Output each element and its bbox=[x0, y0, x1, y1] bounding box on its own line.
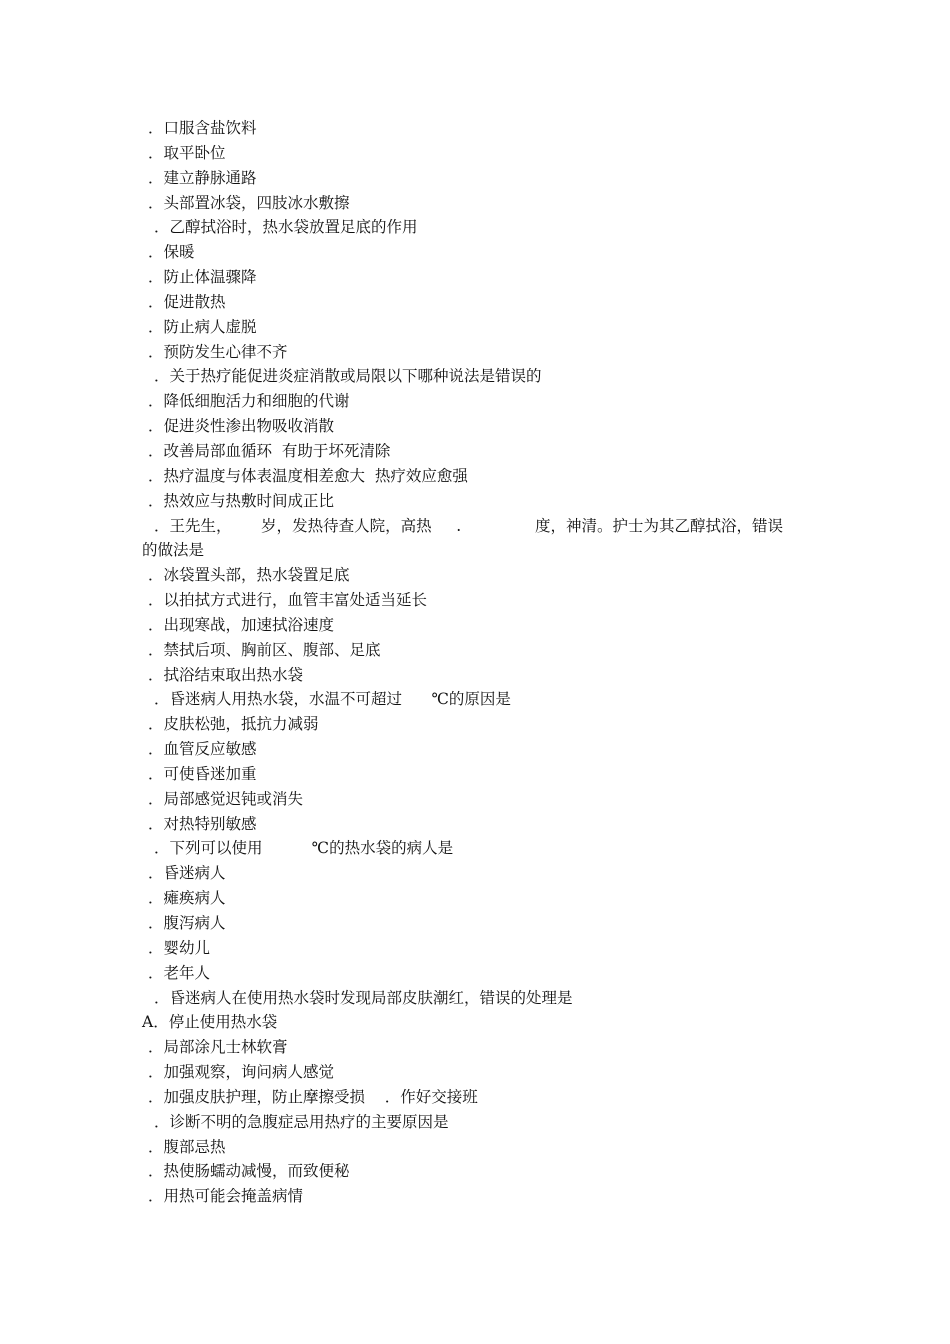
answer-option: ．热使肠蠕动减慢，而致便秘 bbox=[148, 1162, 350, 1181]
answer-option: ．血管反应敏感 bbox=[148, 740, 257, 759]
answer-option: ．腹部忌热 bbox=[148, 1137, 226, 1156]
answer-option: ．皮肤松弛，抵抗力减弱 bbox=[148, 715, 319, 734]
answer-option: ．局部涂凡士林软膏 bbox=[148, 1038, 288, 1057]
text-line: 的做法是 bbox=[142, 541, 205, 560]
question-text: ．下列可以使用 ℃的热水袋的病人是 bbox=[154, 839, 454, 858]
answer-option: ．冰袋置头部，热水袋置足底 bbox=[148, 566, 350, 585]
question-text: ．乙醇拭浴时，热水袋放置足底的作用 bbox=[154, 218, 418, 237]
answer-option: ．拭浴结束取出热水袋 bbox=[148, 665, 304, 684]
answer-option: ．降低细胞活力和细胞的代谢 bbox=[148, 392, 350, 411]
answer-option: ．可使昏迷加重 bbox=[148, 764, 257, 783]
answer-option: ．改善局部血循环 有助于坏死清除 bbox=[148, 441, 391, 460]
answer-option: ．防止病人虚脱 bbox=[148, 317, 257, 336]
question-text: ．昏迷病人在使用热水袋时发现局部皮肤潮红，错误的处理是 bbox=[154, 988, 573, 1007]
question-text: ．关于热疗能促进炎症消散或局限以下哪种说法是错误的 bbox=[154, 367, 542, 386]
answer-option: ．热疗温度与体表温度相差愈大 热疗效应愈强 bbox=[148, 466, 468, 485]
answer-option: ．建立静脉通路 bbox=[148, 168, 257, 187]
question-text: ．王先生， 岁，发热待查人院，高热 . 度，神清。护士为其乙醇拭浴，错误 bbox=[154, 516, 784, 535]
answer-option: ．出现寒战，加速拭浴速度 bbox=[148, 615, 335, 634]
answer-option: ．防止体温骤降 bbox=[148, 268, 257, 287]
answer-option: ．保暖 bbox=[148, 243, 195, 262]
answer-option: ．促进散热 bbox=[148, 292, 226, 311]
answer-option: ．老年人 bbox=[148, 963, 211, 982]
answer-option: ．腹泻病人 bbox=[148, 914, 226, 932]
answer-option: ．热效应与热敷时间成正比 bbox=[148, 491, 335, 510]
question-text: ．昏迷病人用热水袋，水温不可超过 ℃的原因是 bbox=[154, 690, 511, 709]
answer-option: ．婴幼儿 bbox=[148, 938, 211, 957]
answer-option: ．预防发生心律不齐 bbox=[148, 342, 288, 361]
answer-option: ．用热可能会掩盖病情 bbox=[148, 1187, 304, 1206]
question-text: ．诊断不明的急腹症忌用热疗的主要原因是 bbox=[154, 1112, 449, 1131]
answer-option: ．头部置冰袋，四肢冰水敷擦 bbox=[148, 193, 350, 212]
answer-option: ．对热特别敏感 bbox=[148, 814, 257, 833]
answer-option: ．局部感觉迟钝或消失 bbox=[148, 789, 304, 808]
document-body bbox=[142, 116, 822, 1209]
answer-option: ．口服含盐饮料 bbox=[148, 119, 257, 137]
answer-option: ．以拍拭方式进行，血管丰富处适当延长 bbox=[148, 591, 428, 610]
answer-option: ．加强皮肤护理，防止摩擦受损 ．作好交接班 bbox=[148, 1087, 478, 1106]
answer-option: ．昏迷病人 bbox=[148, 864, 226, 883]
answer-option: ．加强观察，询问病人感觉 bbox=[148, 1063, 335, 1082]
answer-option: ．取平卧位 bbox=[148, 143, 226, 162]
answer-option: ．促进炎性渗出物吸收消散 bbox=[148, 417, 335, 436]
answer-option: ．禁拭后项、胸前区、腹部、足底 bbox=[148, 640, 381, 659]
text-line: A．停止使用热水袋 bbox=[142, 1013, 278, 1032]
answer-option: ．瘫痪病人 bbox=[148, 889, 226, 908]
